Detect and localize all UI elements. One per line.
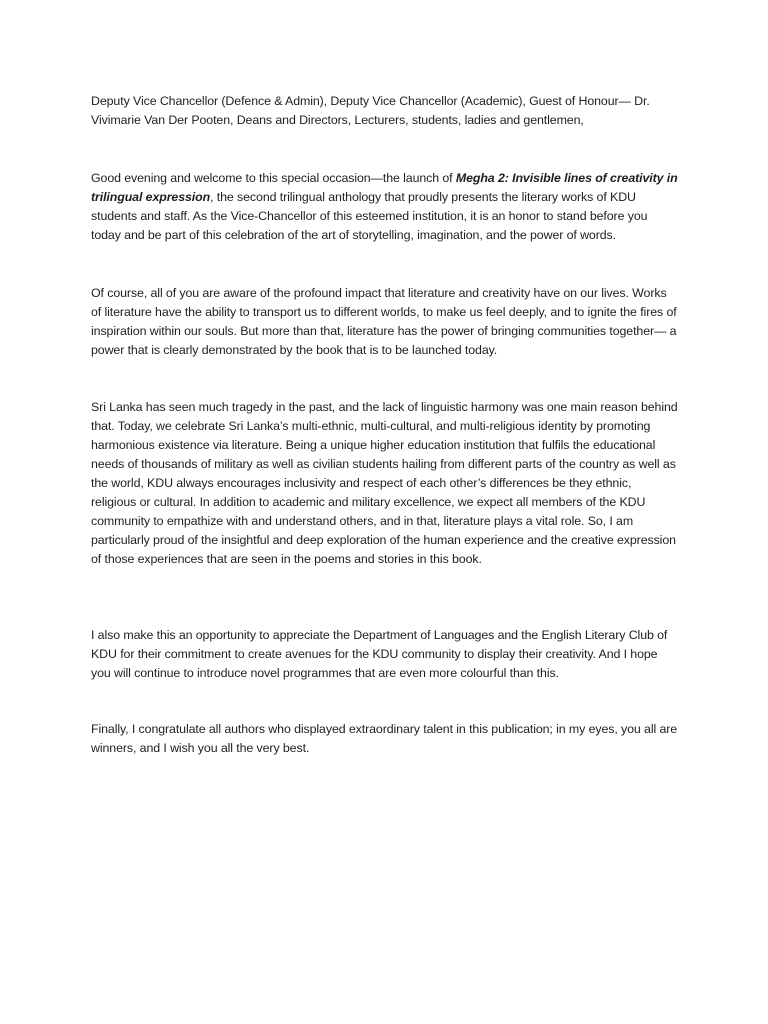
congratulations-paragraph: Finally, I congratulate all authors who displayed extraordinary talent in this publication; in my eyes, you all are winners, and I wish you all the very best. bbox=[91, 722, 678, 755]
salutation-paragraph: Deputy Vice Chancellor (Defence & Admin), Deputy Vice Chancellor (Academic), Guest of Honour— Dr. Vivimarie Van Der Pooten, Deans and Directors, Lecturers, students, ladies and gentlemen, bbox=[91, 94, 650, 127]
appreciation-paragraph: I also make this an opportunity to appreciate the Department of Languages and the English Literary Club of KDU for their commitment to create avenues for the KDU community to display their creativity. And I hope you will continue to introduce novel programmes that are even more colourful than this. bbox=[91, 628, 668, 680]
welcome-paragraph bbox=[91, 169, 679, 245]
anthology-title: Megha 2: Invisible lines of creativity in trilingual expression bbox=[91, 171, 678, 204]
sri-lanka-paragraph: Sri Lanka has seen much tragedy in the past, and the lack of linguistic harmony was one main reason behind that. Today, we celebrate Sri Lanka’s multi-ethnic, multi-cultural, and multi-religious identity by promoting harmonious existence via literature. Being a unique higher education institution that fulfils the educational needs of thousands of military as well as civilian students hailing from different parts of the country as well as the world, KDU always encourages inclusivity and respect of each other’s differences be they ethnic, religious or cultural. In addition to academic and military excellence, we expect all members of the KDU community to empathize with and understand others, and in that, literature plays a vital role. So, I am particularly proud of the insightful and deep exploration of the human experience and the creative expression of those experiences that are seen in the poems and stories in this book. bbox=[91, 400, 678, 566]
welcome-text-start: Good evening and welcome to this special occasion—the launch of bbox=[91, 171, 456, 185]
welcome-text-end: , the second trilingual anthology that proudly presents the literary works of KDU students and staff. As the Vice-Chancellor of this esteemed institution, it is an honor to stand before you today and be part of this celebration of the art of storytelling, imagination, and the power of words. bbox=[91, 190, 648, 242]
literature-impact-paragraph: Of course, all of you are aware of the profound impact that literature and creativity have on our lives. Works of literature have the ability to transport us to different worlds, to make us feel deeply, and to ignite the fires of inspiration within our souls. But more than that, literature has the power of bringing communities together— a power that is clearly demonstrated by the book that is to be launched today. bbox=[91, 286, 677, 357]
